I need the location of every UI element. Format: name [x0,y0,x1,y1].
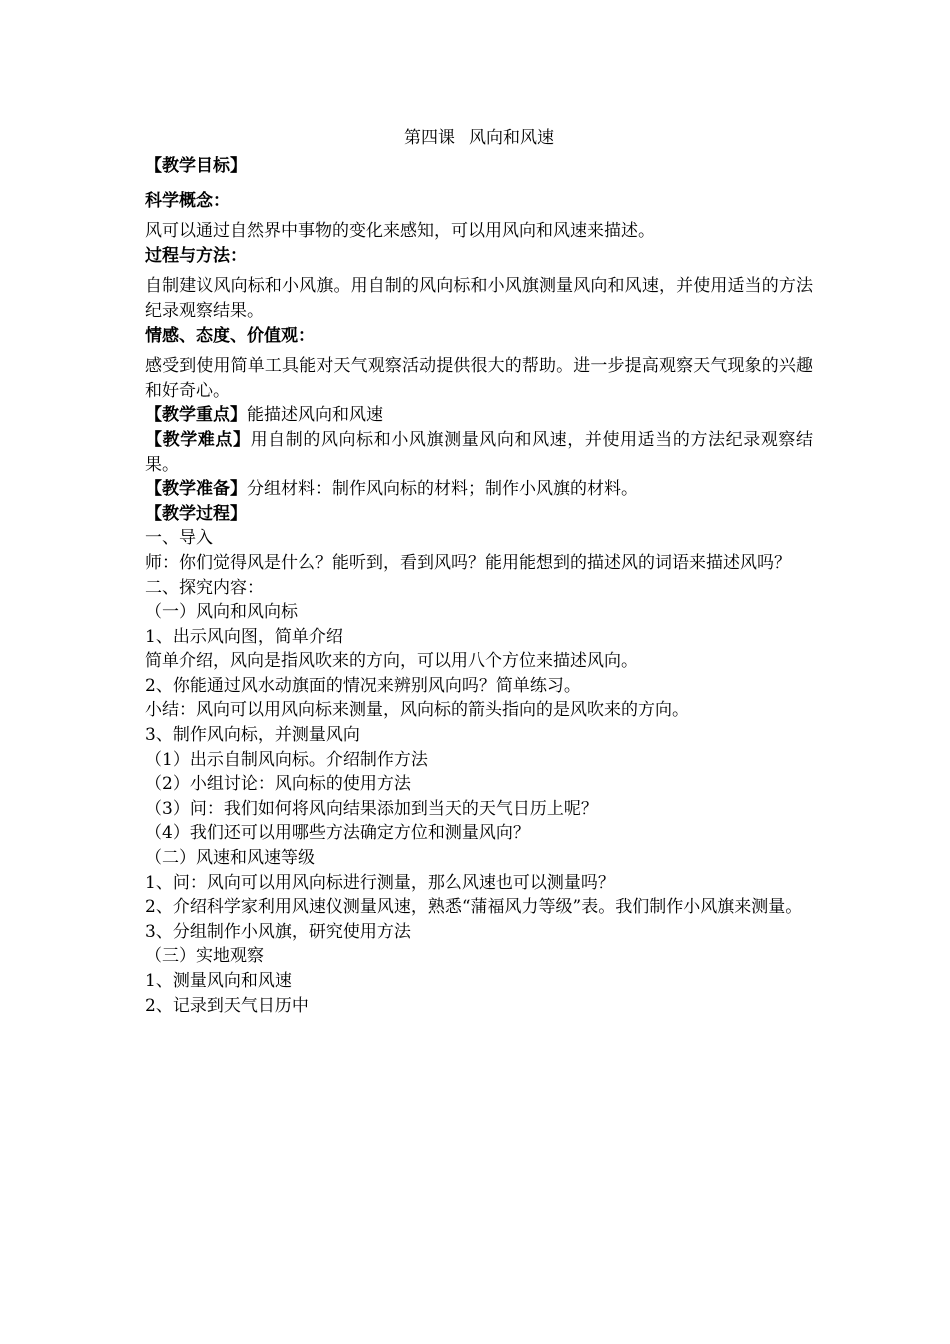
process-line: （一）风向和风向标 [145,602,298,623]
process-line: 1、出示风向图，简单介绍 [145,626,343,647]
preparation-line [145,477,813,502]
lesson-number: 第四课 [404,128,455,148]
key-point-text: 能描述风向和风速 [247,405,383,426]
lesson-topic: 风向和风速 [469,128,554,148]
objectives-heading: 【教学目标】 [145,156,247,176]
attitude-text: 感受到使用简单工具能对天气观察活动提供很大的帮助。进一步提高观察天气现象的兴趣和好奇心。 [145,356,813,401]
lesson-plan-content [145,124,813,1018]
process-line: 1、问：风向可以用风向标进行测量，那么风速也可以测量吗？ [145,872,615,893]
process-line: （二）风速和风速等级 [145,848,315,869]
process-line: 二、探究内容： [145,577,264,598]
process-line: 3、制作风向标，并测量风向 [145,725,360,746]
process-line: 师：你们觉得风是什么？能听到，看到风吗？能用能想到的描述风的词语来描述风吗？ [145,552,791,573]
process-line: 2、你能通过风水动旗面的情况来辨别风向吗？简单练习。 [145,675,581,696]
lesson-title [145,124,813,152]
key-point-line [145,403,813,428]
process-line: 一、导入 [145,528,213,549]
concept-text: 风可以通过自然界中事物的变化来感知，可以用风向和风速来描述。 [145,221,655,242]
preparation-text: 分组材料：制作风向标的材料；制作小风旗的材料。 [247,479,638,500]
preparation-label: 【教学准备】 [145,479,247,500]
process-line: 简单介绍，风向是指风吹来的方向，可以用八个方位来描述风向。 [145,651,638,672]
attitude-label: 情感、态度、价值观： [145,325,315,346]
concept-label: 科学概念： [145,190,230,211]
process-line: （1）出示自制风向标。介绍制作方法 [145,749,428,770]
method-text: 自制建议风向标和小风旗。用自制的风向标和小风旗测量风向和风速，并使用适当的方法纪录观察结果。 [145,276,813,321]
difficulty-text: 用自制的风向标和小风旗测量风向和风速，并使用适当的方法纪录观察结果。 [145,429,814,475]
process-line: （4）我们还可以用哪些方法确定方位和测量风向？ [145,823,530,844]
process-list [145,526,813,1018]
difficulty-line [145,428,813,477]
process-line: （3）问：我们如何将风向结果添加到当天的天气日历上呢？ [145,798,598,819]
process-line: （三）实地观察 [145,946,264,967]
method-label: 过程与方法： [145,245,247,266]
key-point-label: 【教学重点】 [145,405,247,426]
process-heading: 【教学过程】 [145,503,247,524]
process-line: （2）小组讨论：风向标的使用方法 [145,774,411,795]
process-line: 2、记录到天气日历中 [145,995,309,1016]
difficulty-label: 【教学难点】 [145,429,251,450]
process-line: 2、介绍科学家利用风速仪测量风速，熟悉“蒲福风力等级”表。我们制作小风旗来测量。 [145,897,803,918]
process-line: 小结：风向可以用风向标来测量，风向标的箭头指向的是风吹来的方向。 [145,700,689,721]
process-line: 1、测量风向和风速 [145,971,292,991]
process-line: 3、分组制作小风旗，研究使用方法 [145,921,411,942]
